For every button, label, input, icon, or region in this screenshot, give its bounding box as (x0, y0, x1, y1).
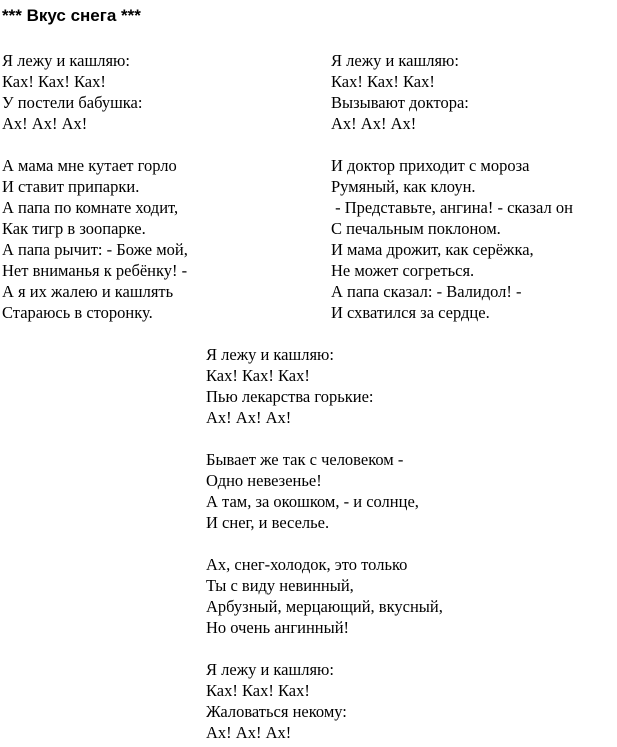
stanza-center-2 (206, 449, 419, 533)
stanza-center-4 (206, 659, 347, 743)
stanza-right-2 (331, 155, 573, 323)
poem-line: Не может согреться. (331, 261, 475, 280)
poem-line: Вызывают доктора: (331, 93, 469, 112)
poem-line: Пью лекарства горькие: (206, 387, 374, 406)
stanza-left-2 (2, 155, 188, 323)
poem-line: Ах! Ах! Ах! (331, 114, 417, 133)
poem-line: Бывает же так с человеком - (206, 450, 404, 469)
poem-line: И мама дрожит, как серёжка, (331, 240, 534, 259)
poem-line: Жаловаться некому: (206, 702, 347, 721)
poem-line: Но очень ангинный! (206, 618, 350, 637)
poem-line: Нет вниманья к ребёнку! - (2, 261, 188, 280)
poem-line: Я лежу и кашляю: (206, 345, 334, 364)
stanza-left-1 (2, 50, 142, 134)
poem-title: *** Вкус снега *** (2, 6, 141, 25)
poem-line: Арбузный, мерцающий, вкусный, (206, 597, 443, 616)
poem-line: Ах! Ах! Ах! (206, 408, 292, 427)
poem-line: Ках! Ках! Ках! (206, 681, 310, 700)
poem-line: А я их жалею и кашлять (2, 282, 174, 301)
stanza-center-3 (206, 554, 443, 638)
poem-line: Стараюсь в сторонку. (2, 303, 153, 322)
poem-line: А там, за окошком, - и солнце, (206, 492, 419, 511)
poem-line: Ках! Ках! Ках! (206, 366, 310, 385)
poem-line: Я лежу и кашляю: (2, 51, 130, 70)
poem-line: - Представьте, ангина! - сказал он (331, 198, 573, 217)
poem-line: Как тигр в зоопарке. (2, 219, 146, 238)
poem-line: Я лежу и кашляю: (206, 660, 334, 679)
poem-line: А мама мне кутает горло (2, 156, 177, 175)
poem-line: Ах! Ах! Ах! (2, 114, 88, 133)
poem-line: Я лежу и кашляю: (331, 51, 459, 70)
poem-line: Ах! Ах! Ах! (206, 723, 292, 742)
poem-line: И схватился за сердце. (331, 303, 490, 322)
stanza-right-1 (331, 50, 469, 134)
poem-line: Ках! Ках! Ках! (2, 72, 106, 91)
poem-line: А папа рычит: - Боже мой, (2, 240, 188, 259)
poem-line: А папа сказал: - Валидол! - (331, 282, 522, 301)
poem-line: И доктор приходит с мороза (331, 156, 530, 175)
poem-line: Ках! Ках! Ках! (331, 72, 435, 91)
poem-line: С печальным поклоном. (331, 219, 501, 238)
poem-line: Ах, снег-холодок, это только (206, 555, 408, 574)
poem-line: Румяный, как клоун. (331, 177, 476, 196)
poem-line: Ты с виду невинный, (206, 576, 354, 595)
poem-line: И ставит припарки. (2, 177, 140, 196)
stanza-center-1 (206, 344, 373, 428)
poem-line: А папа по комнате ходит, (2, 198, 179, 217)
poem-line: Одно невезенье! (206, 471, 322, 490)
poem-line: И снег, и веселье. (206, 513, 330, 532)
poem-line: У постели бабушка: (2, 93, 143, 112)
